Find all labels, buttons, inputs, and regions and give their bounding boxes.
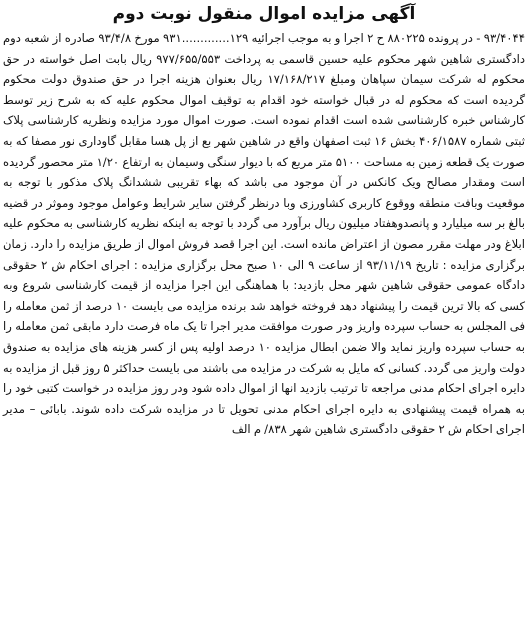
notice-body: ۹۳/۴۰۴۴ - در پرونده ۸۸۰۲۲۵ ح ۲ اجرا و به موجب اجرائیه ۱۲۹.............۹۳۱ مورخ ۹۳/۴/۸ صادره از شعبه دوم دادگستری شاهین شهر محکوم علیه حسین قاسمی به پرداخت ۹۷۷/۶۵۵/۵۵۳ ریال بابت اصل خواسته در حق محکوم له شرکت سیمان سپاهان ومبلغ ۱۷/۱۶۸/۲۱۷ ریال بعنوان هزینه اجرا در حق صندوق دولت محکوم گردیده است که محکوم له در قبال خواسته خود اقدام به توقیف اموال محکوم علیه که به شرح زیر توسط کارشناس خبره کارشناسی شده است اقدام نموده است. صورت اموال مورد مزایده ونظریه کارشناسی پلاک ثبتی شماره ۴۰۶/۱۵۸۷ بخش ۱۶ ثبت اصفهان واقع در شاهین شهر بع از پل هسا مقابل گاوداری نور مصفا که به صورت یک قطعه زمین به مساحت ۵۱۰۰ متر مربع که با دیوار سنگی وسیمان به ارتفاع ۱/۲۰ متر محصور گردیده است ومقدار مصالح ویک کانکس در آن موجود می باشد که بهاء تقریبی ششدانگ پلاک مذکور با توجه به موقعیت وبافت منطقه ووقوع کاربری کشاورزی وبا درنظر گرفتن سایر شرایط وعوامل موجود وموثر در قضیه بالغ بر سه میلیارد و پانصدوهفتاد میلیون ریال برآورد می گردد با توجه به اینکه نظریه کارشناسی به محکوم علیه ابلاغ ودر مهلت مقرر مصون از اعتراض مانده است. این اجرا قصد فروش اموال از طریق مزایده را دارد. زمان برگزاری مزایده : تاریخ ۹۳/۱۱/۱۹ از ساعت ۹ الی ۱۰ صبح محل برگزاری مزایده : اجرای احکام ش ۲ حقوقی دادگاه عمومی حقوقی شاهین شهر محل بازدید: با هماهنگی این اجرا مزایده از قیمت کارشناسی شروع وبه کسی که بالا ترین قیمت را پیشنهاد دهد فروخته خواهد شد برنده مزایده می بایست ۱۰ درصد از ثمن معامله را فی المجلس به حساب سپرده واریز ودر صورت موافقت مدیر اجرا تا یک ماه فرصت دارد مابقی ثمن معامله را به حساب سپرده واریز نماید والا ضمن ابطال مزایده ۱۰ درصد اولیه پس از کسر هزینه های مزایده به صندوق دولت واریز می گردد. کسانی که مایل به شرکت در مزایده می باشند می بایست حداکثر ۵ روز قبل از مزایده به دایره اجرای احکام مدنی مراجعه تا ترتیب بازدید انها از اموال داده شود ودر روز مزایده در خواست کتبی خود را به همراه قیمت پیشنهادی به دایره اجرای احکام مدنی تحویل تا در مزایده شرکت داده شوند. بابائی – مدیر اجرای احکام ش ۲ حقوقی دادگستری شاهین شهر ۸۳۸/ م الف (3, 31, 526, 437)
notice-title: آگهی مزایده اموال منقول نوبت دوم (112, 4, 416, 24)
